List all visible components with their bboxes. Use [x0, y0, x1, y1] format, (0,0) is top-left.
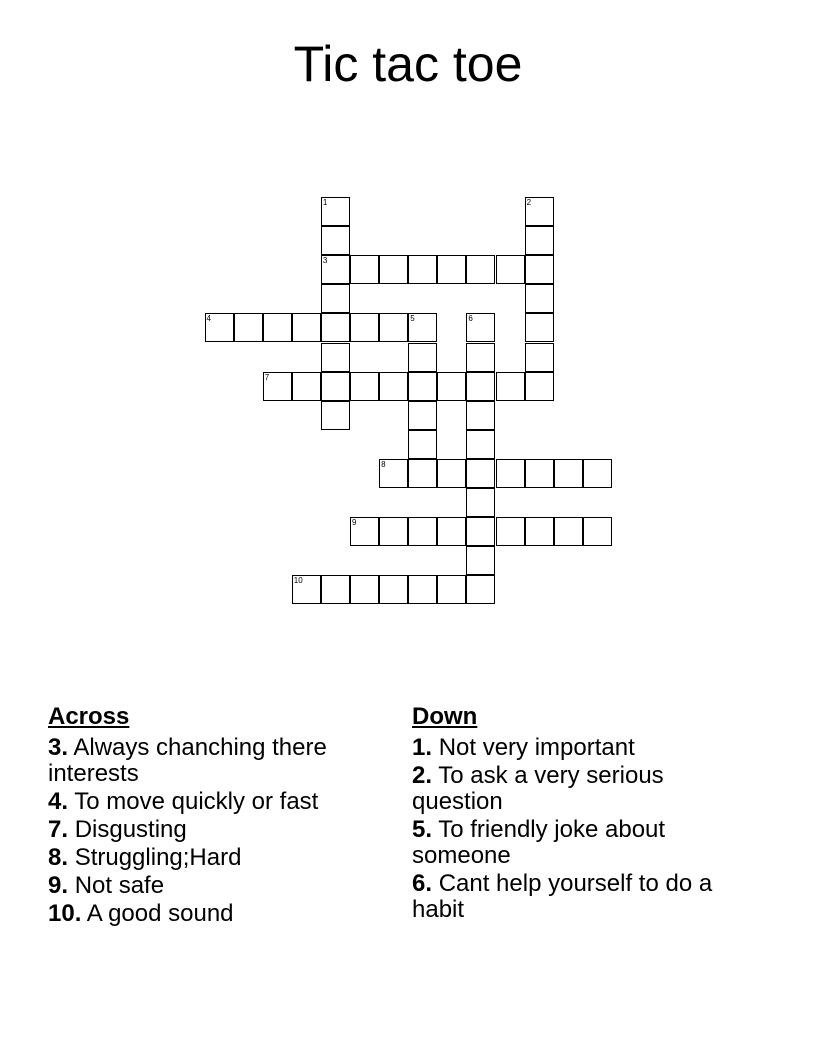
clue-number: 3. [48, 734, 69, 761]
puzzle-title: Tic tac toe [293, 36, 523, 92]
grid-cell[interactable] [321, 197, 350, 226]
grid-cell[interactable] [583, 517, 612, 546]
grid-cell[interactable] [205, 313, 234, 342]
grid-cell[interactable] [321, 343, 350, 372]
clue-number: 1. [412, 734, 433, 761]
grid-cell[interactable] [525, 517, 554, 546]
down-clue-6 [412, 871, 732, 923]
cell-number-label: 4 [206, 314, 211, 324]
cell-number-label: 7 [264, 372, 270, 382]
grid-cell[interactable] [234, 313, 263, 342]
grid-cell[interactable] [321, 284, 350, 313]
across-clue-9 [48, 873, 388, 899]
grid-cell[interactable] [408, 430, 437, 459]
grid-cell[interactable] [525, 343, 554, 372]
grid-cell[interactable] [321, 372, 350, 401]
across-clue-3 [48, 735, 388, 787]
cell-number-label: 8 [381, 459, 386, 469]
grid-cell[interactable] [466, 430, 495, 459]
grid-cell[interactable] [321, 226, 350, 255]
cell-number-label: 10 [293, 576, 303, 586]
grid-cell[interactable] [408, 255, 437, 284]
grid-cell[interactable] [379, 313, 408, 342]
clue-text: To ask a very serious question [412, 762, 664, 815]
grid-cell[interactable] [466, 459, 495, 488]
clue-number: 9. [48, 872, 69, 899]
grid-cell[interactable] [466, 255, 495, 284]
clue-text: Always chanching there interests [48, 734, 327, 787]
grid-cell[interactable] [350, 575, 379, 604]
grid-cell[interactable] [379, 459, 408, 488]
grid-cell[interactable] [292, 575, 321, 604]
grid-cell[interactable] [379, 517, 408, 546]
grid-cell[interactable] [350, 372, 379, 401]
clue-text: Not safe [74, 872, 165, 899]
grid-cell[interactable] [408, 401, 437, 430]
grid-cell[interactable] [263, 313, 292, 342]
grid-cell[interactable] [554, 459, 583, 488]
grid-cell[interactable] [379, 255, 408, 284]
cell-number-label: 5 [410, 314, 415, 324]
grid-cell[interactable] [466, 343, 495, 372]
grid-cell[interactable] [525, 459, 554, 488]
grid-cell[interactable] [292, 372, 321, 401]
grid-cell[interactable] [525, 313, 554, 342]
grid-cell[interactable] [466, 488, 495, 517]
clue-number: 7. [48, 816, 69, 843]
clue-number: 5. [412, 816, 433, 843]
clue-text: Cant help yourself to do a habit [412, 870, 713, 923]
grid-cell[interactable] [496, 517, 525, 546]
grid-cell[interactable] [263, 372, 292, 401]
grid-cell[interactable] [437, 255, 466, 284]
grid-cell[interactable] [408, 575, 437, 604]
grid-cell[interactable] [583, 459, 612, 488]
clue-text: Not very important [438, 734, 635, 761]
grid-cell[interactable] [525, 197, 554, 226]
down-heading: Down [412, 703, 478, 730]
grid-cell[interactable] [466, 517, 495, 546]
grid-cell[interactable] [379, 575, 408, 604]
grid-cell[interactable] [466, 575, 495, 604]
across-clues [48, 703, 388, 929]
grid-cell[interactable] [525, 372, 554, 401]
across-clue-8 [48, 845, 388, 871]
clue-text: Disgusting [74, 816, 187, 843]
grid-cell[interactable] [525, 284, 554, 313]
grid-cell[interactable] [466, 401, 495, 430]
grid-cell[interactable] [525, 226, 554, 255]
grid-cell[interactable] [321, 313, 350, 342]
clue-text: To move quickly or fast [74, 788, 319, 815]
grid-cell[interactable] [408, 313, 437, 342]
cell-number-label: 1 [322, 198, 328, 207]
grid-cell[interactable] [437, 372, 466, 401]
clue-number: 6. [412, 870, 433, 897]
across-clue-4 [48, 789, 388, 815]
clue-text: A good sound [86, 900, 234, 927]
grid-cell[interactable] [321, 575, 350, 604]
grid-cell[interactable] [408, 343, 437, 372]
grid-cell[interactable] [466, 546, 495, 575]
across-clue-7 [48, 817, 388, 843]
grid-cell[interactable] [408, 517, 437, 546]
grid-cell[interactable] [350, 313, 379, 342]
clue-text: To friendly joke about someone [412, 816, 666, 869]
grid-cell[interactable] [554, 517, 583, 546]
grid-cell[interactable] [466, 372, 495, 401]
grid-cell[interactable] [379, 372, 408, 401]
across-clue-10 [48, 901, 388, 927]
grid-cell[interactable] [437, 517, 466, 546]
grid-cell[interactable] [321, 255, 350, 284]
clue-number: 4. [48, 788, 69, 815]
grid-cell[interactable] [408, 459, 437, 488]
clue-number: 2. [412, 762, 433, 789]
grid-cell[interactable] [408, 372, 437, 401]
cell-number-label: 9 [352, 518, 357, 528]
cell-number-label: 2 [526, 198, 532, 207]
down-clue-5 [412, 817, 732, 869]
grid-cell[interactable] [321, 401, 350, 430]
clue-number: 8. [48, 844, 69, 871]
grid-cell[interactable] [292, 313, 321, 342]
cell-number-label: 6 [468, 314, 473, 324]
down-clues [412, 703, 732, 925]
grid-cell[interactable] [437, 575, 466, 604]
grid-cell[interactable] [525, 255, 554, 284]
cell-number-label: 3 [322, 256, 328, 266]
grid-cell[interactable] [496, 459, 525, 488]
down-clue-2 [412, 763, 732, 815]
grid-cell[interactable] [350, 517, 379, 546]
grid-cell[interactable] [496, 255, 525, 284]
down-clue-1 [412, 735, 732, 761]
grid-cell[interactable] [496, 372, 525, 401]
clue-text: Struggling;Hard [74, 844, 242, 871]
clue-number: 10. [48, 900, 82, 927]
grid-cell[interactable] [466, 313, 495, 342]
across-heading: Across [48, 703, 130, 730]
grid-cell[interactable] [437, 459, 466, 488]
grid-cell[interactable] [350, 255, 379, 284]
